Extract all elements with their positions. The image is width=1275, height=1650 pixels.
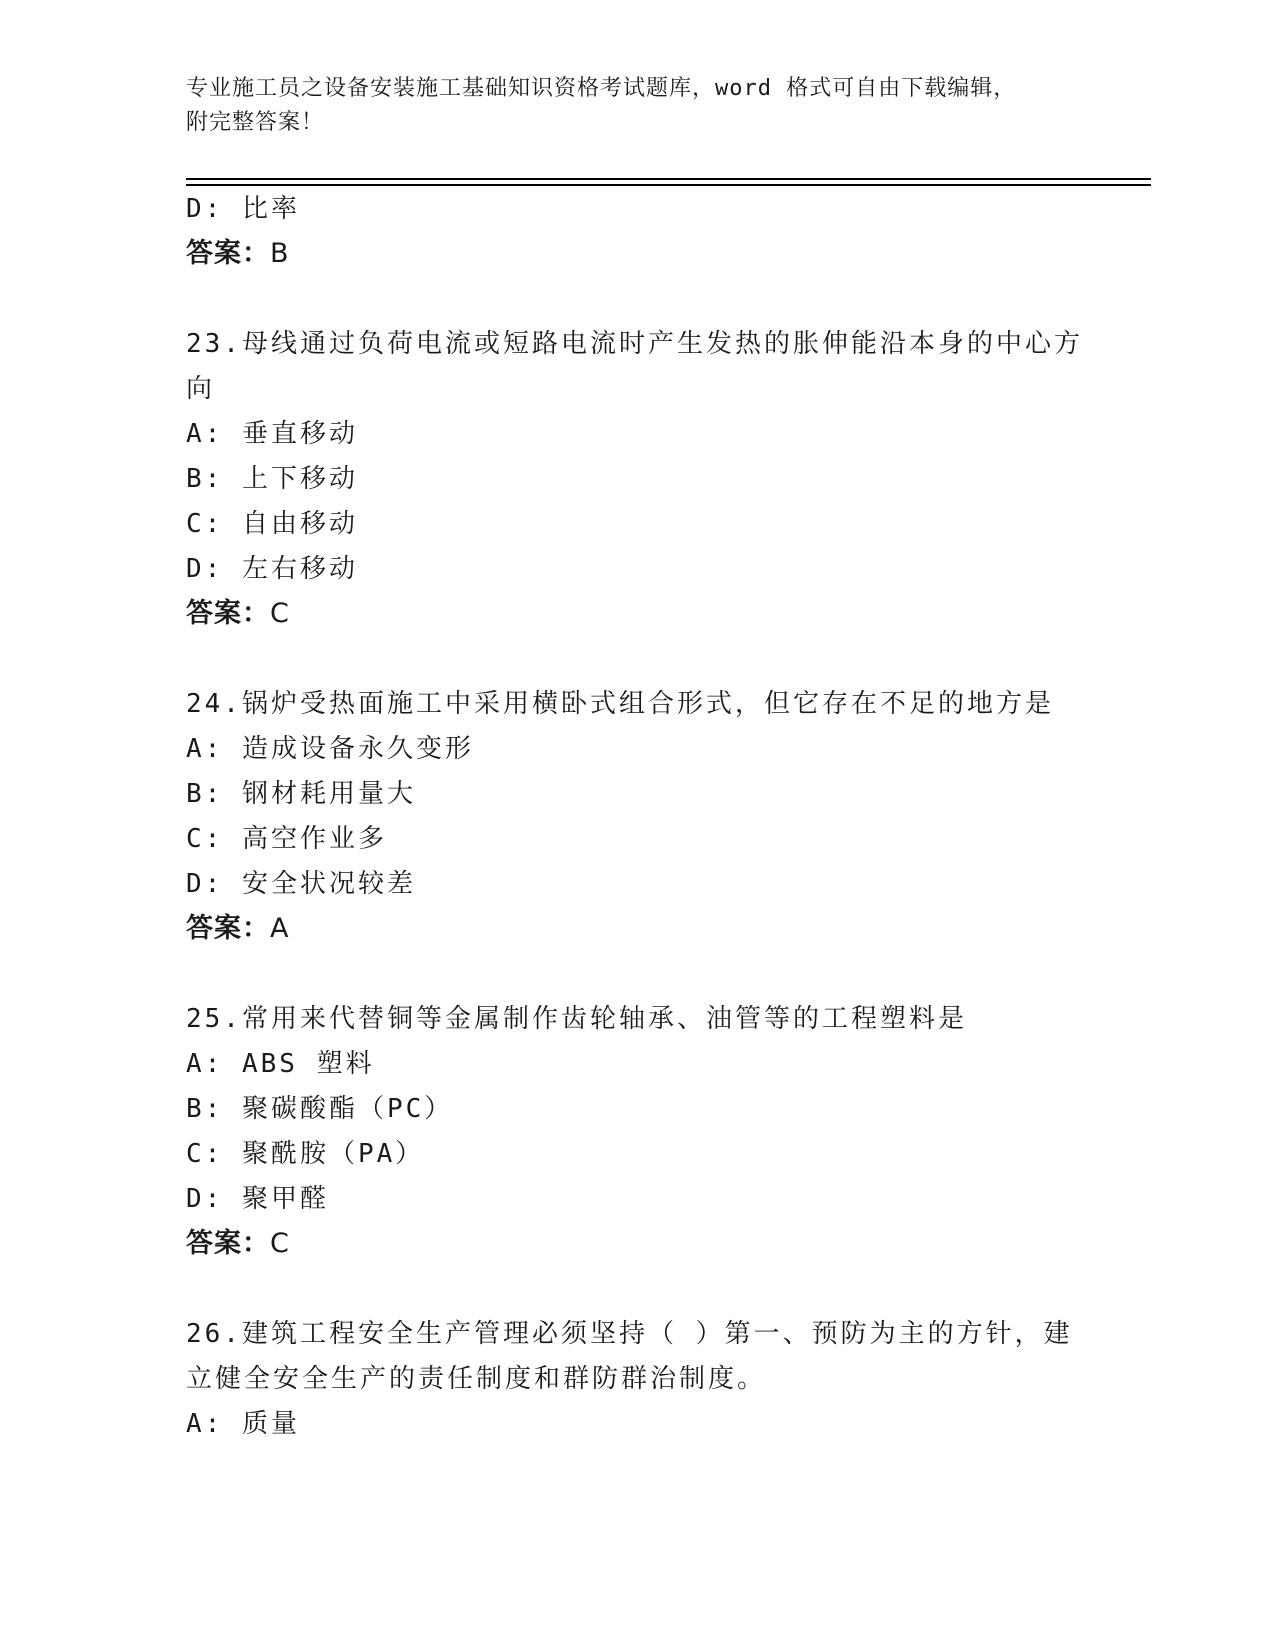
answer-label: 答案：: [186, 1228, 270, 1259]
q25-option-c: C: 聚酰胺（PA）: [186, 1139, 425, 1169]
q24-option-b: B: 钢材耗用量大: [186, 779, 416, 809]
q24-stem-line-1: 24.锅炉受热面施工中采用横卧式组合形式，但它存在不足的地方是: [186, 689, 1054, 719]
q25-answer: [186, 1227, 290, 1261]
q23-option-c: C: 自由移动: [186, 509, 358, 539]
q25-stem-line-1: 25.常用来代替铜等金属制作齿轮轴承、油管等的工程塑料是: [186, 1004, 967, 1034]
q24-option-d: D: 安全状况较差: [186, 869, 416, 899]
q26-option-a: A: 质量: [186, 1409, 300, 1439]
q24-answer: [186, 912, 289, 946]
q23-option-d: D: 左右移动: [186, 554, 358, 584]
answer-label: 答案：: [186, 598, 270, 629]
document-header: [186, 72, 1066, 140]
q25-option-b: B: 聚碳酸酯（PC）: [186, 1094, 454, 1124]
prev-answer: [186, 237, 290, 271]
header-line-1: 专业施工员之设备安装施工基础知识资格考试题库，word 格式可自由下载编辑，: [186, 76, 1017, 101]
q25-option-a: A: ABS 塑料: [186, 1049, 375, 1079]
answer-value: B: [270, 238, 290, 269]
q25-option-d: D: 聚甲醛: [186, 1184, 329, 1214]
answer-value: C: [270, 1228, 290, 1259]
q23-answer: [186, 597, 290, 631]
answer-label: 答案：: [186, 913, 270, 944]
answer-label: 答案：: [186, 238, 270, 269]
q24-option-a: A: 造成设备永久变形: [186, 734, 474, 764]
q23-option-a: A: 垂直移动: [186, 419, 358, 449]
q23-stem-line-2: 向: [186, 374, 216, 404]
q24-option-c: C: 高空作业多: [186, 824, 387, 854]
header-rule-top: [186, 178, 1151, 180]
q26-stem-line-2: 立健全安全生产的责任制度和群防群治制度。: [186, 1364, 767, 1394]
q23-option-b: B: 上下移动: [186, 464, 358, 494]
header-rule-bottom: [186, 184, 1151, 186]
answer-value: A: [270, 913, 290, 944]
header-line-2: 附完整答案！: [186, 110, 325, 135]
answer-value: C: [270, 598, 290, 629]
q26-stem-line-1: 26.建筑工程安全生产管理必须坚持（ ）第一、预防为主的方针，建: [186, 1319, 1073, 1349]
prev-option-d: D: 比率: [186, 194, 300, 224]
q23-stem-line-1: 23.母线通过负荷电流或短路电流时产生发热的胀伸能沿本身的中心方: [186, 329, 1083, 359]
